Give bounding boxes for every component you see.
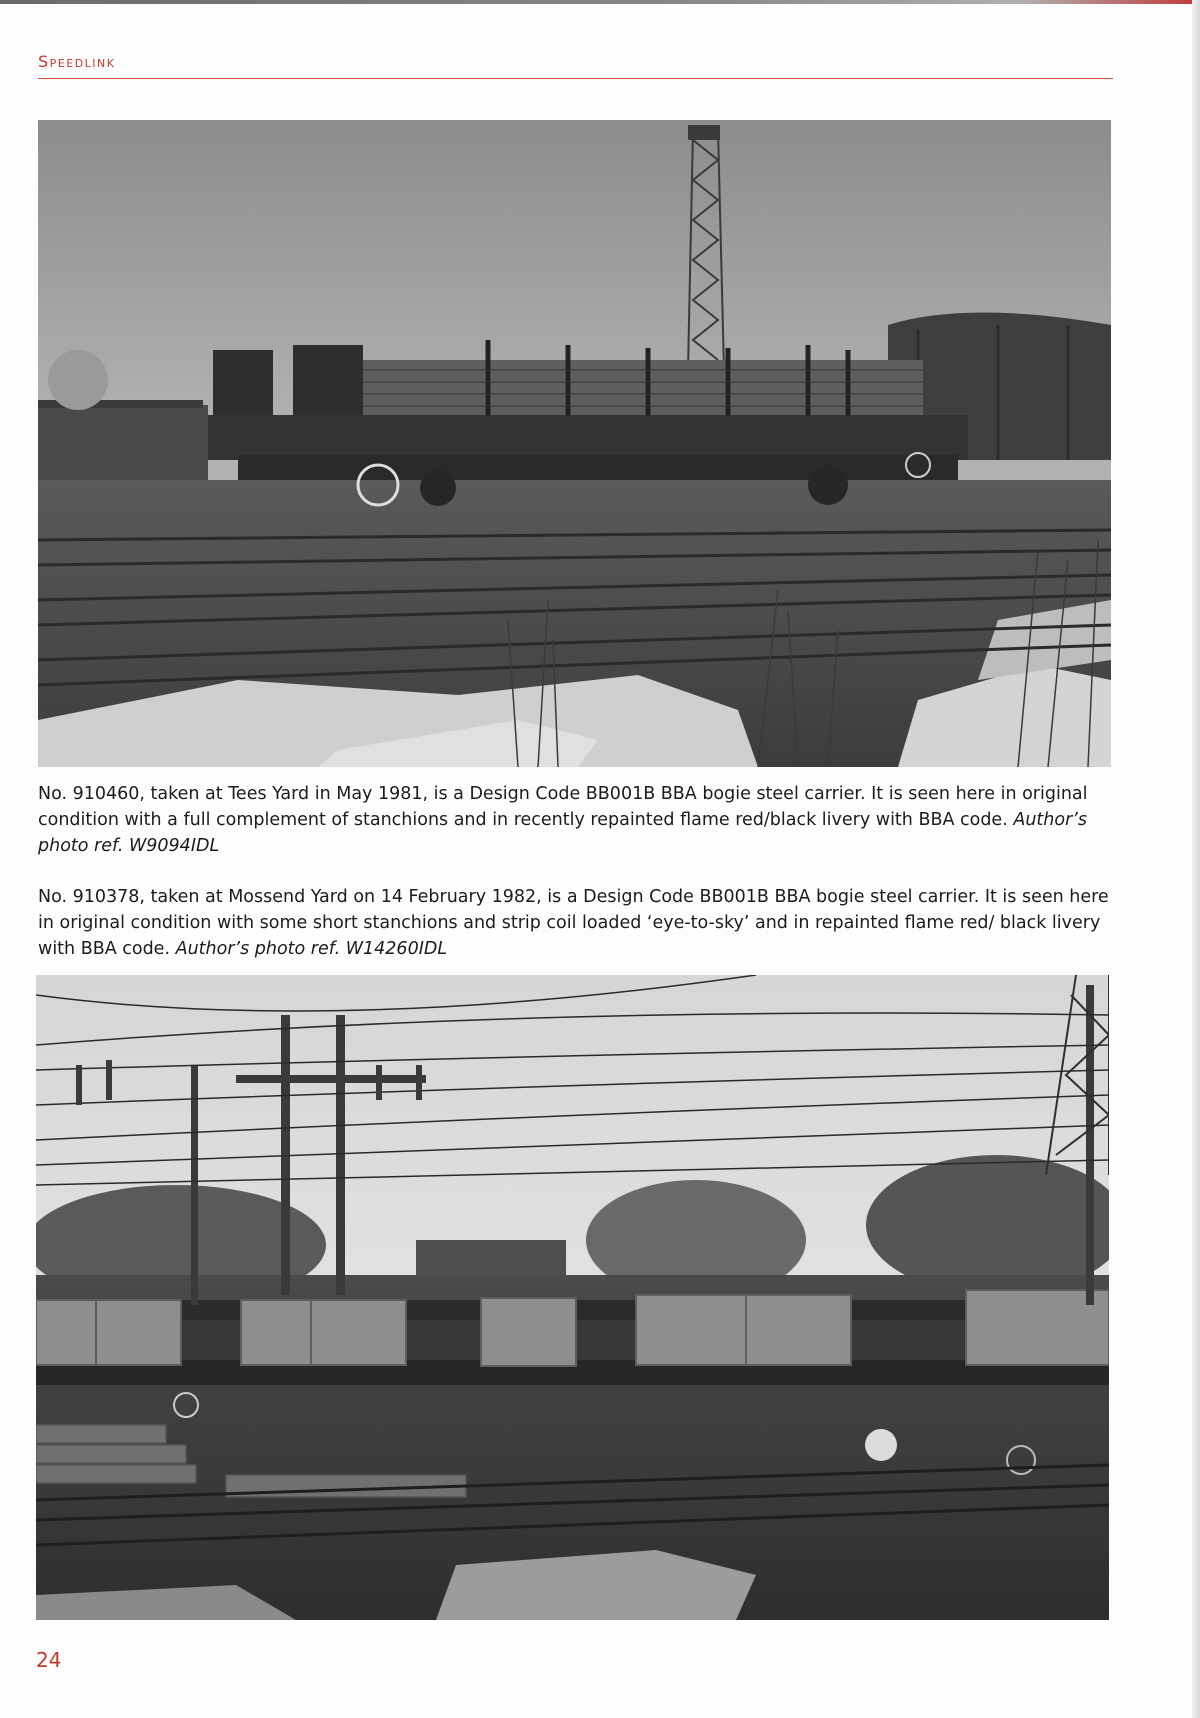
photo-credit: Author’s photo ref. W9094IDL xyxy=(38,810,1087,856)
page-right-edge xyxy=(1192,0,1200,1718)
caption-text: No. 910460, taken at Tees Yard in May 1981, is a Design Code BB001B BBA bogie steel carrier. It is seen here in original condition with a full complement of stanchions and in recently repainted flame red/black livery with BBA code. xyxy=(38,784,1088,830)
page-number: 24 xyxy=(36,1648,62,1672)
photo-mossend-yard-image xyxy=(36,975,1109,1620)
photo-mossend-yard xyxy=(36,975,1109,1620)
photo-tees-yard xyxy=(38,120,1111,767)
caption-text: No. 910378, taken at Mossend Yard on 14 February 1982, is a Design Code BB001B BBA bogie steel carrier. It is seen here in original condition with some short stanchions and strip coil loaded ‘eye-to-sky’ and in repainted flame red/ black livery with BBA code. xyxy=(38,887,1109,959)
running-head: Speedlink xyxy=(38,52,116,71)
photo-credit: Author’s photo ref. W14260IDL xyxy=(175,939,448,959)
header-rule xyxy=(38,78,1113,79)
page-top-edge xyxy=(0,0,1200,4)
photo-tees-yard-image xyxy=(38,120,1111,767)
caption-tees-yard xyxy=(38,781,1123,859)
caption-mossend-yard xyxy=(38,884,1123,962)
